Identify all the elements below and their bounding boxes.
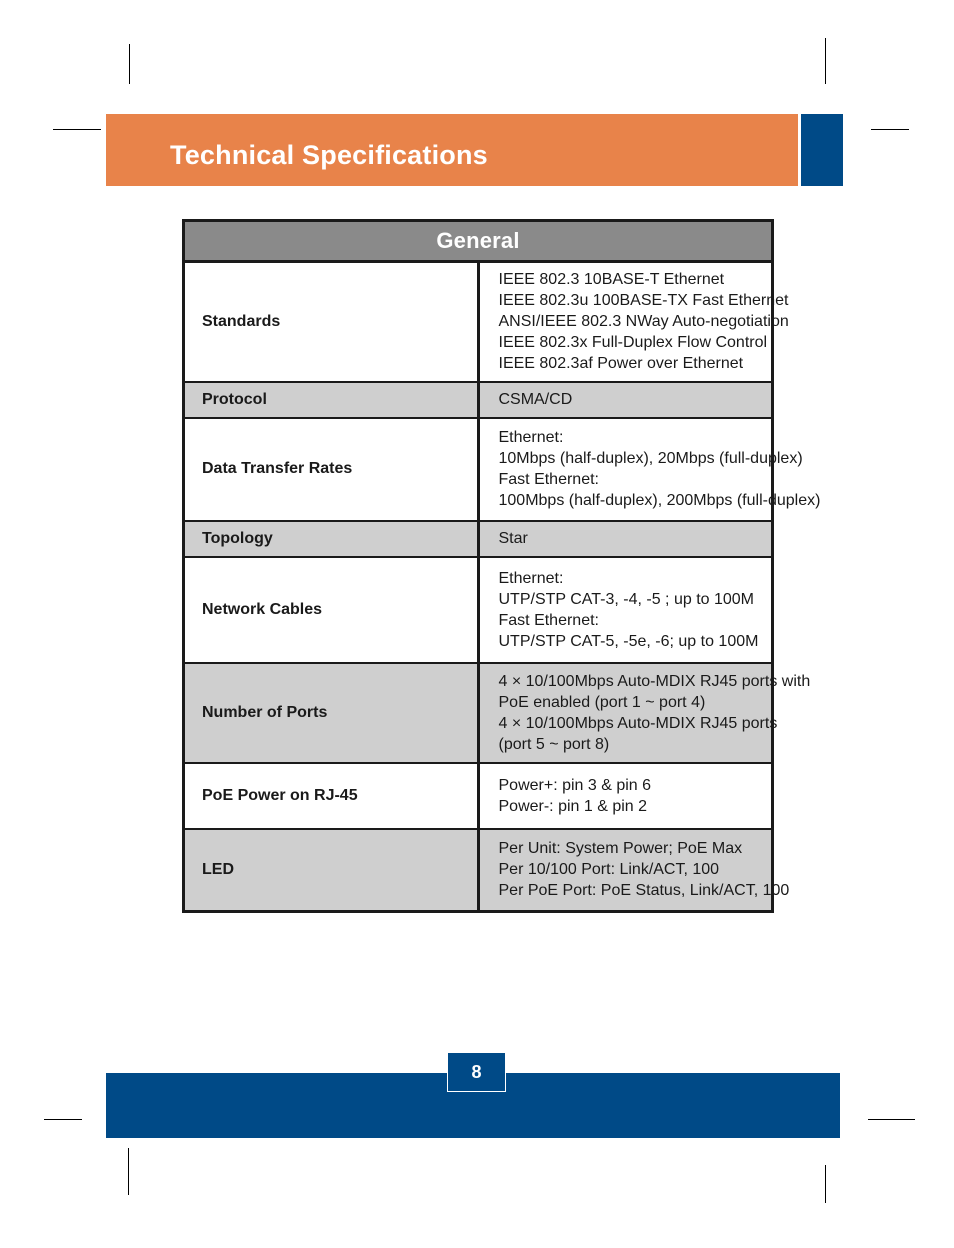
spec-label: PoE Power on RJ-45 bbox=[184, 763, 479, 829]
spec-value bbox=[478, 382, 773, 418]
spec-value-line: Power+: pin 3 & pin 6 bbox=[498, 776, 652, 794]
spec-value-line: Per 10/100 Port: Link/ACT, 100 bbox=[498, 861, 720, 879]
spec-value-line: Fast Ethernet: bbox=[498, 471, 599, 488]
spec-value-line: Ethernet: bbox=[498, 429, 564, 446]
crop-mark bbox=[825, 38, 826, 84]
spec-value-line: IEEE 802.3 10BASE-T Ethernet bbox=[498, 271, 725, 289]
spec-label: Number of Ports bbox=[184, 663, 479, 763]
spec-value-line: (port 5 ~ port 8) bbox=[498, 735, 610, 753]
spec-table-body bbox=[184, 262, 821, 912]
table-row bbox=[184, 763, 773, 829]
spec-value-line: Star bbox=[498, 530, 528, 547]
spec-label: Protocol bbox=[184, 382, 479, 418]
crop-mark bbox=[129, 44, 130, 84]
spec-value bbox=[478, 557, 773, 663]
spec-value-line: 10Mbps (half-duplex), 20Mbps (full-duplex) bbox=[498, 450, 803, 467]
spec-value-line: Per PoE Port: PoE Status, Link/ACT, 100 bbox=[498, 882, 790, 900]
table-row bbox=[184, 521, 773, 557]
spec-value-line: UTP/STP CAT-5, -5e, -6; up to 100M bbox=[498, 632, 759, 650]
spec-label: Network Cables bbox=[184, 557, 479, 663]
table-row bbox=[184, 418, 773, 521]
spec-table bbox=[182, 219, 821, 913]
section-title: General bbox=[184, 221, 773, 262]
spec-value bbox=[478, 521, 773, 557]
spec-value-line: IEEE 802.3af Power over Ethernet bbox=[498, 355, 744, 373]
spec-value-line: 4 × 10/100Mbps Auto-MDIX RJ45 ports bbox=[498, 714, 778, 732]
spec-value-line: Fast Ethernet: bbox=[498, 611, 599, 629]
table-row bbox=[184, 829, 773, 912]
crop-mark bbox=[44, 1119, 82, 1120]
spec-value-line: IEEE 802.3u 100BASE-TX Fast Ethernet bbox=[498, 292, 789, 310]
spec-value bbox=[478, 663, 811, 763]
spec-value-line: ANSI/IEEE 802.3 NWay Auto-negotiation bbox=[498, 313, 789, 331]
spec-value-line: Per Unit: System Power; PoE Max bbox=[498, 840, 743, 858]
spec-value bbox=[478, 262, 789, 382]
table-row bbox=[184, 262, 773, 382]
table-row bbox=[184, 557, 773, 663]
spec-label: LED bbox=[184, 829, 479, 912]
spec-value bbox=[478, 763, 773, 829]
spec-value-line: CSMA/CD bbox=[498, 391, 573, 408]
spec-value-line: Power-: pin 1 & pin 2 bbox=[498, 797, 648, 815]
crop-mark bbox=[868, 1119, 915, 1120]
page-number: 8 bbox=[447, 1052, 506, 1092]
spec-value-line: UTP/STP CAT-3, -4, -5 ; up to 100M bbox=[498, 590, 754, 608]
spec-value-line: PoE enabled (port 1 ~ port 4) bbox=[498, 693, 706, 711]
spec-value-line: 100Mbps (half-duplex), 200Mbps (full-duplex) bbox=[498, 492, 821, 509]
spec-value-line: IEEE 802.3x Full-Duplex Flow Control bbox=[498, 334, 768, 352]
spec-value bbox=[478, 829, 790, 912]
spec-label: Data Transfer Rates bbox=[184, 418, 479, 521]
crop-mark bbox=[53, 129, 101, 130]
table-row bbox=[184, 663, 773, 763]
spec-label: Topology bbox=[184, 521, 479, 557]
header-tab-accent bbox=[801, 114, 843, 186]
table-row bbox=[184, 382, 773, 418]
spec-value-line: 4 × 10/100Mbps Auto-MDIX RJ45 ports with bbox=[498, 672, 811, 690]
spec-value-line: Ethernet: bbox=[498, 569, 564, 587]
spec-value bbox=[478, 418, 821, 521]
header-bar bbox=[106, 114, 798, 186]
crop-mark bbox=[825, 1165, 826, 1203]
page-title: Technical Specifications bbox=[170, 140, 488, 170]
crop-mark bbox=[128, 1148, 129, 1195]
crop-mark bbox=[871, 129, 909, 130]
spec-label: Standards bbox=[184, 262, 479, 382]
